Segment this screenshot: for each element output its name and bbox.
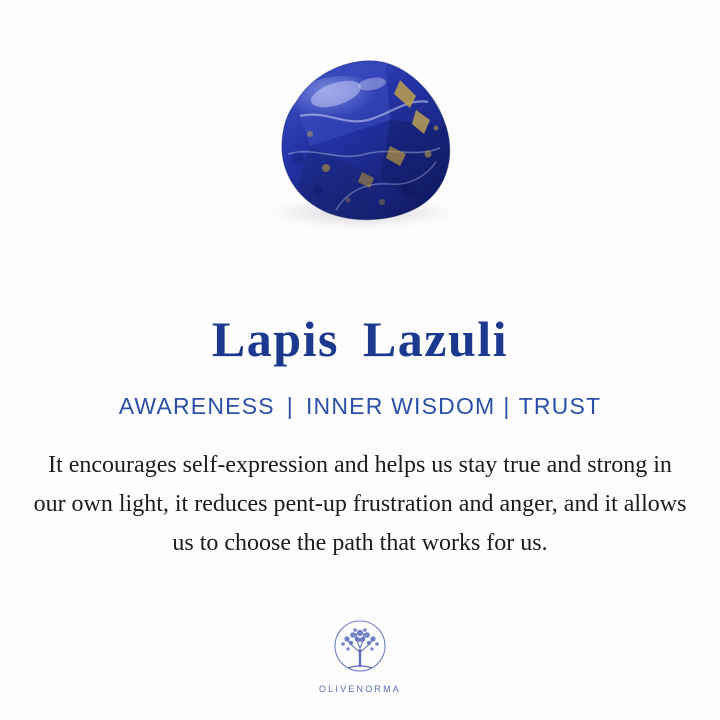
keyword-list [119, 393, 602, 420]
lapis-lazuli-stone-image [240, 50, 480, 240]
brand-logo [0, 618, 720, 694]
stone-image-area [0, 0, 720, 290]
keyword-awareness: AWARENESS [118, 393, 275, 419]
description-text: It encourages self-expression and helps us stay true and strong in our own light, it reduces pent-up frustration and anger, and it allows us to choose the path that works for us. [33, 452, 687, 556]
page-title: Lapis Lazuli [211, 311, 509, 367]
keyword-trust: TRUST [518, 393, 602, 419]
keyword-inner-wisdom: INNER WISDOM [305, 393, 496, 419]
keyword-separator: | [286, 393, 294, 419]
brand-name: OLIVENORMA [318, 684, 401, 694]
stone-illustration [240, 50, 480, 240]
keyword-separator: | [503, 393, 511, 419]
tree-of-life-icon [326, 618, 394, 680]
